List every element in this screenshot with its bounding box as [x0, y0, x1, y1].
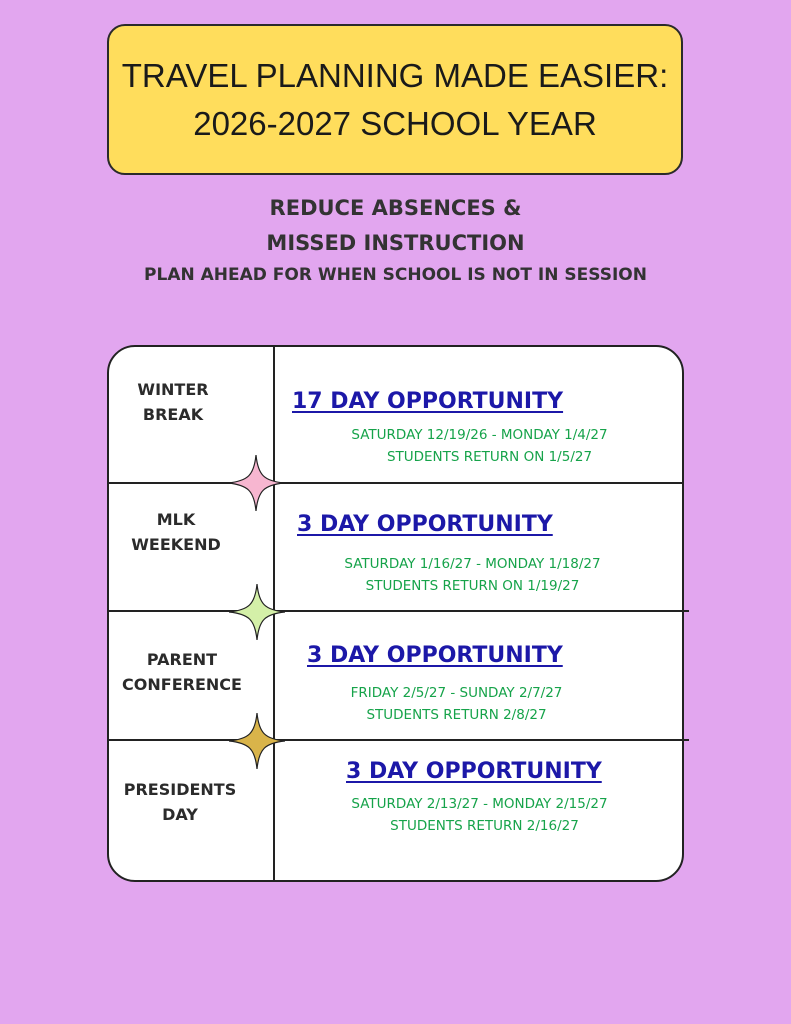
sparkle-icon — [229, 584, 285, 640]
row-divider — [107, 739, 689, 741]
row-divider — [107, 482, 684, 484]
sparkle-icon — [229, 713, 285, 769]
subtitle-line-2: MISSED INSTRUCTION — [266, 231, 525, 255]
row-label-presidents-day: PRESIDENTS DAY — [123, 780, 237, 824]
date-range: SATURDAY 1/16/27 - MONDAY 1/18/27 STUDENTS RETURN ON 1/19/27 — [344, 556, 601, 594]
title-line-2: 2026-2027 SCHOOL YEAR — [193, 104, 597, 142]
date-range: FRIDAY 2/5/27 - SUNDAY 2/7/27 STUDENTS RETURN 2/8/27 — [350, 685, 563, 723]
sparkle-icon — [228, 455, 284, 511]
opportunity-heading: 17 DAY OPPORTUNITY — [292, 389, 564, 414]
title-banner — [107, 24, 683, 175]
row-label-winter-break: WINTER BREAK — [137, 380, 209, 424]
subtitle-line-1: REDUCE ABSENCES & — [269, 196, 522, 220]
title-line-1: TRAVEL PLANNING MADE EASIER: — [121, 56, 669, 94]
row-divider — [107, 610, 689, 612]
opportunity-heading: 3 DAY OPPORTUNITY — [346, 759, 602, 784]
date-range: SATURDAY 2/13/27 - MONDAY 2/15/27 STUDENTS RETURN 2/16/27 — [351, 796, 608, 834]
opportunity-heading: 3 DAY OPPORTUNITY — [307, 643, 563, 668]
row-label-parent-conference: PARENT CONFERENCE — [122, 650, 242, 694]
date-range: SATURDAY 12/19/26 - MONDAY 1/4/27 STUDENTS RETURN ON 1/5/27 — [351, 427, 608, 465]
subtitle-line-3: PLAN AHEAD FOR WHEN SCHOOL IS NOT IN SESSION — [144, 265, 647, 285]
row-label-mlk-weekend: MLK WEEKEND — [131, 510, 221, 554]
opportunity-heading: 3 DAY OPPORTUNITY — [297, 512, 553, 537]
